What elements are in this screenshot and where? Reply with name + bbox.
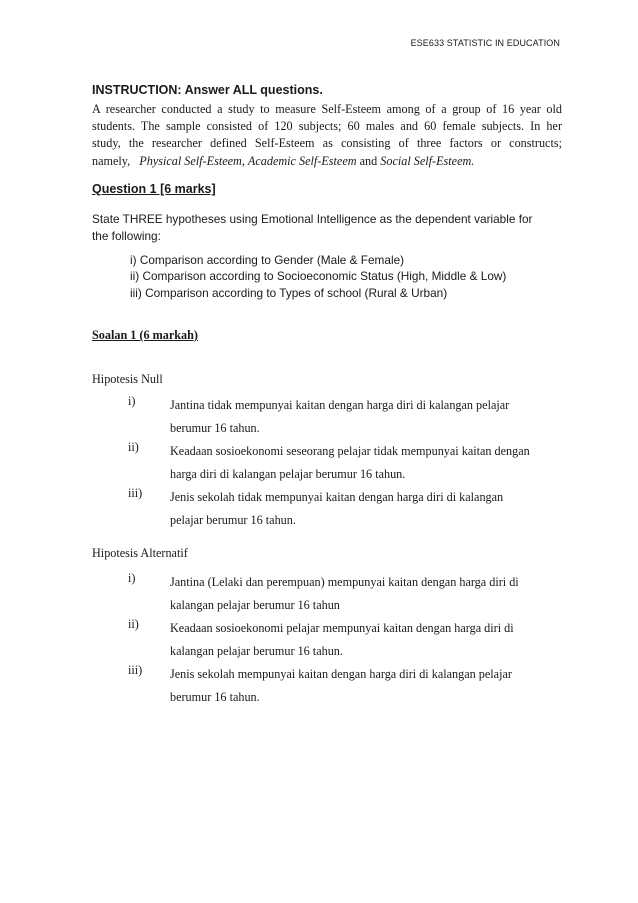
intro-paragraph: [92, 101, 562, 170]
item-text-line: Keadaan sosioekonomi pelajar mempunyai kaitan dengan harga diri di: [170, 621, 514, 635]
soalan-1-heading: Soalan 1 (6 markah): [92, 328, 198, 342]
item-text-line: pelajar berumur 16 tahun.: [170, 513, 296, 527]
item-number: iii): [128, 663, 143, 677]
page-header: ESE633 STATISTIC IN EDUCATION: [410, 38, 560, 48]
question-1-text: [92, 211, 562, 244]
item-text: [170, 440, 550, 486]
item-number: ii): [128, 617, 139, 631]
intro-and: and: [359, 153, 378, 168]
question-1-list: [130, 252, 506, 301]
intro-line: study, the researcher defined Self-Esteem as consisting of three factors or constructs;: [92, 136, 562, 151]
item-text-line: Jenis sekolah tidak mempunyai kaitan dengan harga diri di kalangan: [170, 490, 504, 504]
construct-social: Social Self-Esteem.: [380, 153, 475, 168]
item-number: i): [128, 571, 136, 585]
question-1-text-line: State THREE hypotheses using Emotional Intelligence as the dependent variable for: [92, 212, 533, 226]
question-1-item: i) Comparison according to Gender (Male & Female): [130, 253, 405, 267]
item-text-line: berumur 16 tahun.: [170, 690, 260, 704]
item-number: i): [128, 394, 136, 408]
item-text-line: Keadaan sosioekonomi seseorang pelajar tidak mempunyai kaitan dengan: [170, 444, 530, 458]
intro-line: students. The sample consisted of 120 subjects; 60 males and 60 female subjects. In her: [92, 119, 562, 134]
item-text-line: Jenis sekolah mempunyai kaitan dengan harga diri di kalangan pelajar: [170, 667, 512, 681]
question-1-item: iii) Comparison according to Types of school (Rural & Urban): [130, 285, 448, 300]
question-1-item: ii) Comparison according to Socioeconomic Status (High, Middle & Low): [130, 269, 507, 284]
question-1-text-line: the following:: [92, 228, 161, 243]
item-number: iii): [128, 486, 143, 500]
item-text: [170, 663, 550, 709]
construct-physical: Physical Self-Esteem,: [139, 153, 245, 168]
item-text-line: berumur 16 tahun.: [170, 421, 260, 435]
item-text-line: Jantina tidak mempunyai kaitan dengan harga diri di kalangan pelajar: [170, 398, 510, 412]
item-text: [170, 486, 550, 532]
item-text-line: harga diri di kalangan pelajar berumur 16 tahun.: [170, 467, 406, 481]
item-text-line: kalangan pelajar berumur 16 tahun.: [170, 644, 343, 658]
intro-namely: namely,: [92, 153, 131, 168]
item-text-line: kalangan pelajar berumur 16 tahun: [170, 598, 340, 612]
hipotesis-null-title: Hipotesis Null: [92, 372, 163, 386]
item-text-line: Jantina (Lelaki dan perempuan) mempunyai kaitan dengan harga diri di: [170, 575, 519, 589]
item-number: ii): [128, 440, 139, 454]
item-text: [170, 571, 550, 617]
intro-line: A researcher conducted a study to measure Self-Esteem among of a group of 16 year old: [92, 102, 562, 116]
instruction-heading: INSTRUCTION: Answer ALL questions.: [92, 83, 323, 97]
item-text: [170, 617, 550, 663]
hipotesis-alternatif-title: Hipotesis Alternatif: [92, 546, 188, 560]
question-1-heading: Question 1 [6 marks]: [92, 182, 216, 196]
construct-academic: Academic Self-Esteem: [247, 153, 357, 168]
item-text: [170, 394, 550, 440]
intro-line: [92, 153, 562, 170]
